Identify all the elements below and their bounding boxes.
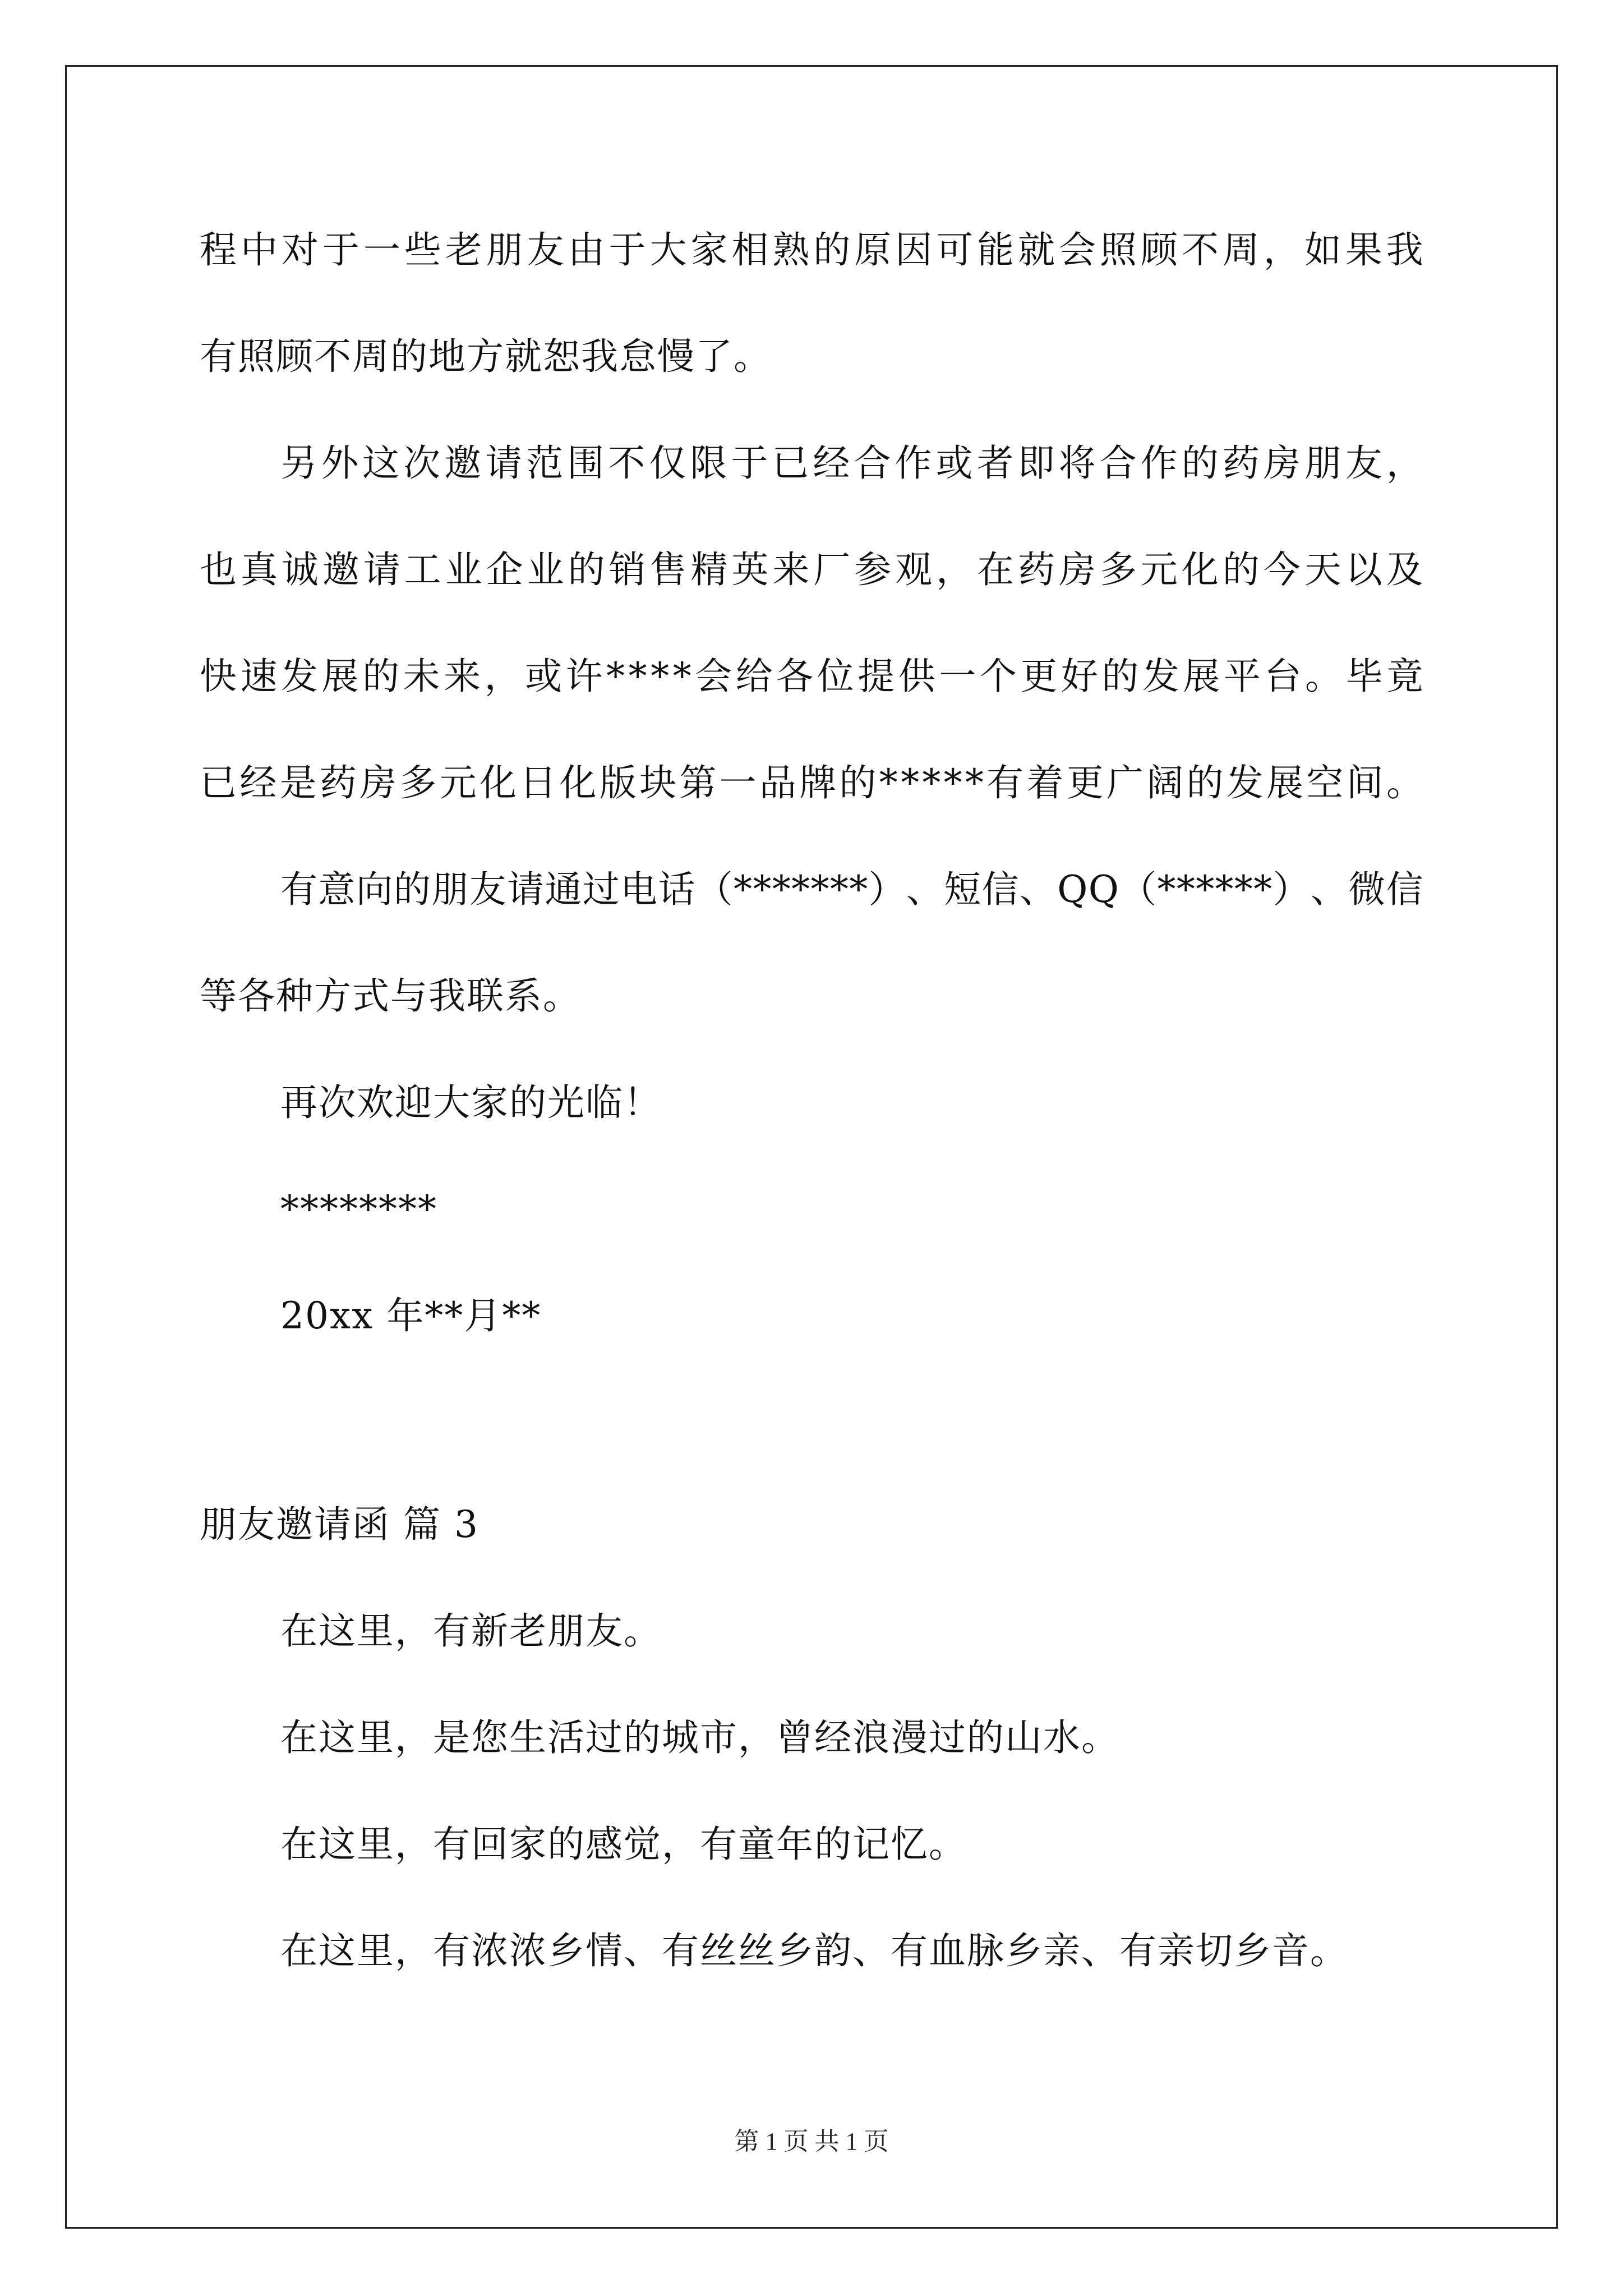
signature-name: ******** — [280, 1188, 437, 1231]
page-border — [65, 65, 1558, 2229]
paragraph-line: 等各种方式与我联系。 — [200, 974, 581, 1018]
paragraph-line: 也 真 诚 邀 请 工 业 企 业 的 销 售 精 英 来 厂 参 观 ， 在 药 房 多 元 化 的 今 天 以 及 — [200, 548, 1423, 591]
signature-date: 20xx 年**月** — [280, 1294, 542, 1337]
paragraph-line: 在这里，有新老朋友。 — [280, 1609, 662, 1653]
page-number-footer: 第 1 页 共 1 页 — [734, 2128, 889, 2155]
paragraph-line: 在这里，有回家的感觉，有童年的记忆。 — [280, 1823, 967, 1866]
closing-greeting: 再次欢迎大家的光临！ — [280, 1081, 662, 1124]
paragraph-line: 有 意 向 的 朋 友 请 通 过 电 话 （ * * * * * * * ） 、 短 信 、 Q Q （ * * * * * * ） 、 微 信 — [280, 868, 1423, 911]
paragraph-line: 另 外 这 次 邀 请 范 围 不 仅 限 于 已 经 合 作 或 者 即 将 合 作 的 药 房 朋 友 ， — [280, 441, 1423, 485]
paragraph-line: 程 中 对 于 一 些 老 朋 友 由 于 大 家 相 熟 的 原 因 可 能 就 会 照 顾 不 周 ， 如 果 我 — [200, 228, 1423, 272]
paragraph-line: 快 速 发 展 的 未 来 ， 或 许 * * * * 会 给 各 位 提 供 一 个 更 好 的 发 展 平 台 。 毕 竟 — [200, 655, 1423, 698]
paragraph-line: 有照顾不周的地方就恕我怠慢了。 — [200, 335, 772, 378]
paragraph-line: 在这里，有浓浓乡情、有丝丝乡韵、有血脉乡亲、有亲切乡音。 — [280, 1929, 1348, 1972]
paragraph-line: 在这里，是您生活过的城市，曾经浪漫过的山水。 — [280, 1716, 1119, 1759]
paragraph-line: 已 经 是 药 房 多 元 化 日 化 版 块 第 一 品 牌 的 * * * * * 有 着 更 广 阔 的 发 展 空 间 。 — [200, 761, 1423, 804]
section-heading: 朋友邀请函 篇 3 — [200, 1503, 479, 1546]
